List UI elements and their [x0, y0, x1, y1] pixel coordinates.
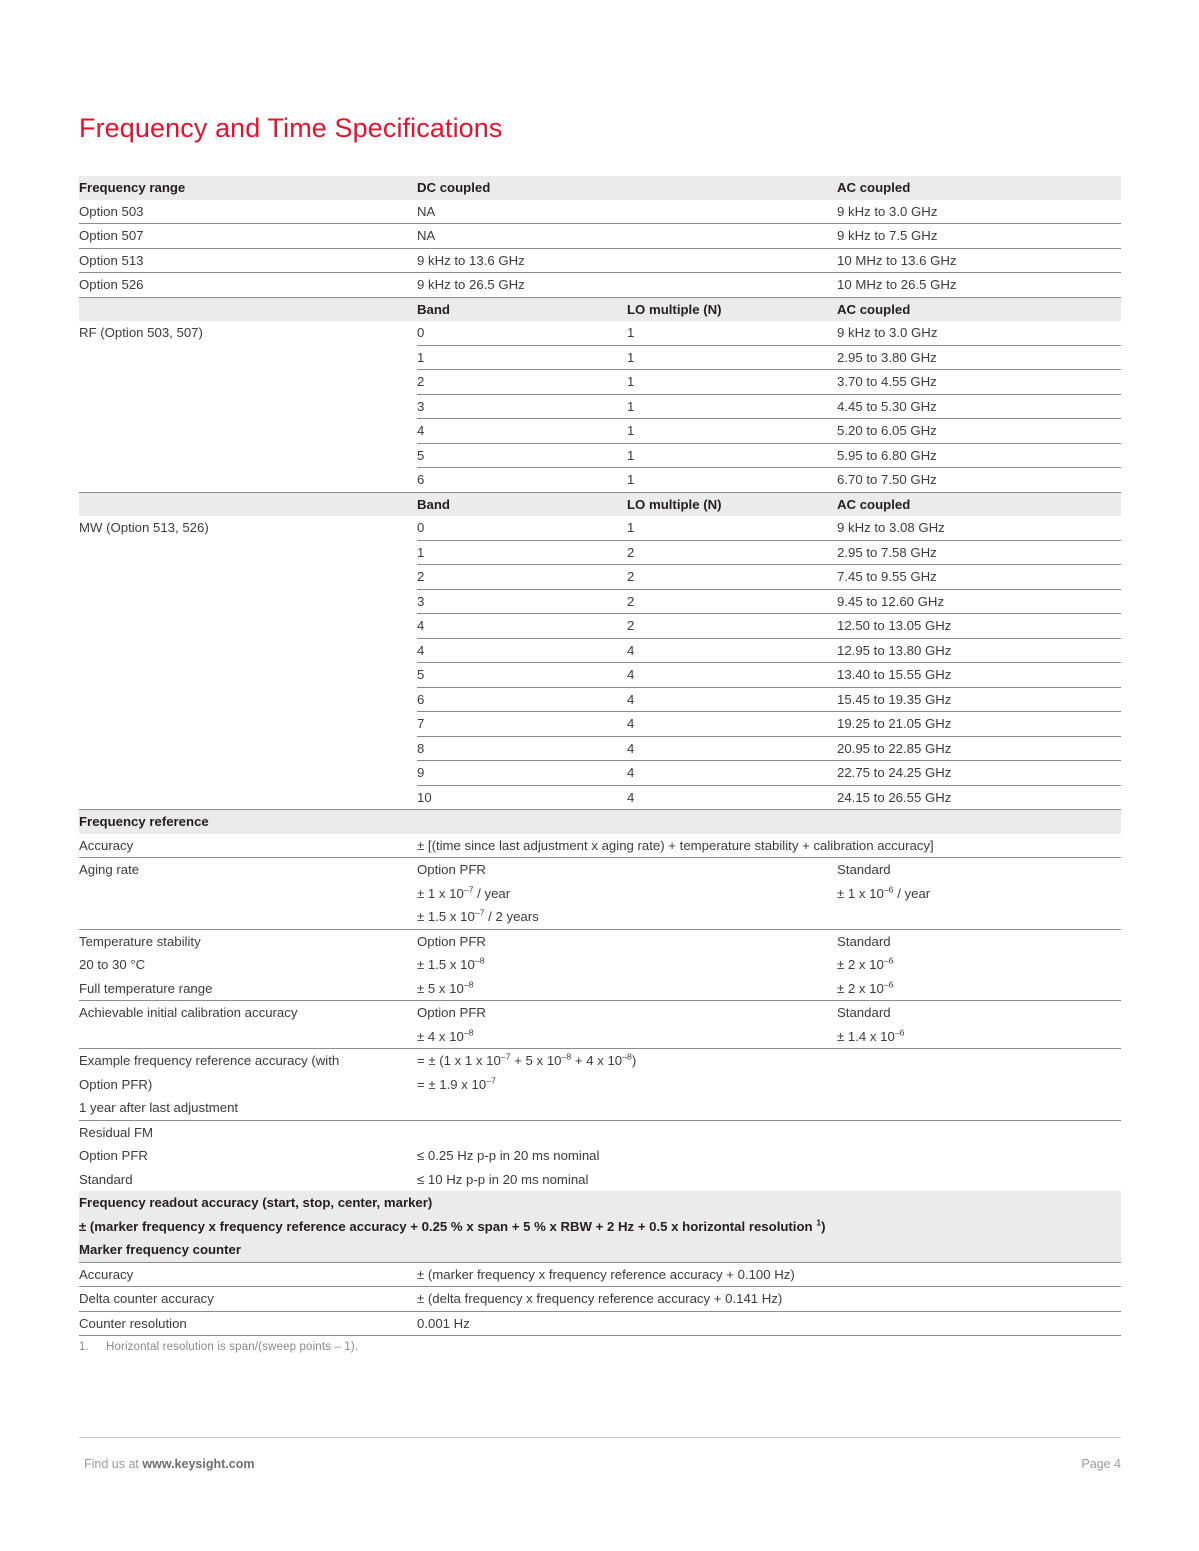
page-title: Frequency and Time Specifications [79, 113, 503, 143]
band-value: 3 [417, 589, 627, 614]
lo-multiple-value: 4 [627, 687, 837, 712]
exponent: –8 [474, 955, 485, 966]
temp-standard-20-30: ± 2 x $10^{-6}$ [837, 955, 894, 972]
row-label: Accuracy [79, 1262, 417, 1287]
ac-coupled-value: 24.15 to 26.55 GHz [837, 785, 1121, 810]
table-row [79, 1311, 1121, 1336]
row-value: 0.001 Hz [417, 1311, 1121, 1336]
section-header-readout-accuracy [79, 1191, 1121, 1215]
row-label: Option 503 [79, 200, 417, 224]
ac-coupled-value: 3.70 to 4.55 GHz [837, 370, 1121, 395]
row-label-empty [79, 1025, 417, 1049]
band-value: 5 [417, 443, 627, 468]
dc-coupled-value: 9 kHz to 26.5 GHz [417, 273, 837, 298]
exponent: –8 [561, 1051, 572, 1062]
footnote-text: Horizontal resolution is span/(sweep points – 1). [106, 1341, 359, 1353]
readout-accuracy-formula-row [79, 1215, 1121, 1239]
table-row-accuracy [79, 834, 1121, 858]
row-label: Delta counter accuracy [79, 1287, 417, 1312]
row-label: Aging rate [79, 862, 140, 877]
table-header-band-mw [79, 492, 1121, 516]
lo-multiple-value: 2 [627, 614, 837, 639]
table-row [79, 516, 1121, 540]
dc-coupled-value: NA [417, 200, 837, 224]
table-row [79, 1262, 1121, 1287]
ac-coupled-value: 2.95 to 3.80 GHz [837, 345, 1121, 370]
temp-pfr-20-30: ± 1.5 x $10^{-8}$ [417, 955, 485, 972]
band-value: 2 [417, 565, 627, 590]
footer-prefix: Find us at [84, 1457, 143, 1471]
table-row-residual-pfr [79, 1144, 1121, 1168]
mw-option-label: MW (Option 513, 526) [79, 516, 417, 810]
temp-pfr-title: Option PFR [417, 933, 486, 949]
example-label-line2: Option PFR) [79, 1076, 153, 1092]
cal-standard-value: ± 1.4 x $10^{-6}$ [837, 1025, 1121, 1049]
lo-multiple-value: 2 [627, 589, 837, 614]
lo-multiple-value: 2 [627, 565, 837, 590]
footer-url[interactable]: www.keysight.com [142, 1457, 255, 1471]
row-label: Temperature stability [79, 933, 201, 949]
lo-multiple-value: 2 [627, 540, 837, 565]
row-value: ± (delta frequency x frequency reference accuracy + 0.141 Hz) [417, 1287, 1121, 1312]
col-header-band: Band [417, 492, 627, 516]
lo-multiple-value: 1 [627, 321, 837, 345]
lo-multiple-value: 4 [627, 712, 837, 737]
band-value: 6 [417, 468, 627, 493]
example-label-line1: Example frequency reference accuracy (with [79, 1053, 340, 1068]
table-row [79, 224, 1121, 249]
band-value: 2 [417, 370, 627, 395]
lo-multiple-value: 4 [627, 785, 837, 810]
table-row-aging-rate [79, 858, 1121, 882]
empty-cell [417, 1096, 1121, 1120]
exponent: –6 [883, 955, 894, 966]
lo-multiple-value: 1 [627, 394, 837, 419]
ac-coupled-value: 9 kHz to 7.5 GHz [837, 224, 1121, 249]
section-title: Frequency readout accuracy (start, stop, center, marker) [79, 1191, 1121, 1215]
col-header-dc-coupled: DC coupled [417, 176, 837, 200]
ac-coupled-value: 12.50 to 13.05 GHz [837, 614, 1121, 639]
residual-standard-value: ≤ 10 Hz p-p in 20 ms nominal [417, 1171, 589, 1187]
band-value: 4 [417, 638, 627, 663]
row-label-full-range: Full temperature range [79, 977, 417, 1001]
ac-coupled-value: 20.95 to 22.85 GHz [837, 736, 1121, 761]
lo-multiple-value: 4 [627, 761, 837, 786]
table-row-example-line3 [79, 1096, 1121, 1120]
ac-coupled-value: 19.25 to 21.05 GHz [837, 712, 1121, 737]
temp-standard-title: Standard [837, 933, 891, 949]
band-value: 3 [417, 394, 627, 419]
table-row [79, 321, 1121, 345]
col-header-band: Band [417, 297, 627, 321]
exponent: –7 [500, 1051, 511, 1062]
exponent: –7 [463, 884, 474, 895]
table-row-aging-rate-year [79, 882, 1121, 906]
cal-standard-title: Standard [837, 1005, 891, 1020]
aging-rate-pfr-title: Option PFR [417, 862, 486, 877]
lo-multiple-value: 4 [627, 638, 837, 663]
section-title: Frequency reference [79, 810, 1121, 834]
band-value: 7 [417, 712, 627, 737]
band-value: 8 [417, 736, 627, 761]
row-label: Achievable initial calibration accuracy [79, 1005, 298, 1020]
exponent: –8 [622, 1051, 632, 1062]
band-value: 0 [417, 516, 627, 540]
table-row-residual-fm [79, 1120, 1121, 1144]
table-row-aging-rate-2years [79, 905, 1121, 929]
table-row-temp-20-30 [79, 953, 1121, 977]
exponent: –6 [894, 1027, 905, 1038]
table-row-example-line1 [79, 1049, 1121, 1073]
accuracy-value: ± [(time since last adjustment x aging rate) + temperature stability + calibration accuracy] [417, 834, 1121, 858]
frequency-time-specifications-table [79, 176, 1121, 1336]
ac-coupled-value: 5.95 to 6.80 GHz [837, 443, 1121, 468]
col-header-ac-coupled: AC coupled [837, 492, 1121, 516]
ac-coupled-value: 15.45 to 19.35 GHz [837, 687, 1121, 712]
ac-coupled-value: 7.45 to 9.55 GHz [837, 565, 1121, 590]
band-value: 9 [417, 761, 627, 786]
row-label: Option 507 [79, 224, 417, 249]
col-header-frequency-range: Frequency range [79, 176, 417, 200]
exponent: –8 [463, 1027, 474, 1038]
row-value: ± (marker frequency x frequency reference accuracy + 0.100 Hz) [417, 1262, 1121, 1287]
ac-coupled-value: 9 kHz to 3.08 GHz [837, 516, 1121, 540]
band-value: 5 [417, 663, 627, 688]
ac-coupled-value: 9.45 to 12.60 GHz [837, 589, 1121, 614]
lo-multiple-value: 1 [627, 370, 837, 395]
lo-multiple-value: 1 [627, 419, 837, 444]
table-row-calibration-accuracy [79, 1001, 1121, 1025]
temp-pfr-full: ± 5 x $10^{-8}$ [417, 977, 837, 1001]
ac-coupled-value: 10 MHz to 26.5 GHz [837, 273, 1121, 298]
col-header-empty [79, 297, 417, 321]
aging-rate-pfr-year: ± 1 x $10^{-7}$ / year [417, 884, 511, 901]
band-value: 4 [417, 419, 627, 444]
ac-coupled-value: 9 kHz to 3.0 GHz [837, 321, 1121, 345]
section-header-marker-frequency-counter [79, 1238, 1121, 1262]
readout-formula: ± (marker frequency x frequency reference accuracy + 0.25 % x span + 5 % x RBW + 2 Hz + 0.5 x horizontal resolution $^1$) [79, 1215, 1121, 1239]
band-value: 0 [417, 321, 627, 345]
col-header-lo-multiple: LO multiple (N) [627, 492, 837, 516]
section-header-frequency-reference [79, 810, 1121, 834]
table-row-temperature-stability [79, 929, 1121, 953]
example-label-line3: 1 year after last adjustment [79, 1096, 417, 1120]
band-value: 6 [417, 687, 627, 712]
aging-rate-standard-year: ± 1 x $10^{-6}$ / year [837, 884, 931, 901]
empty-cell [417, 1120, 1121, 1144]
ac-coupled-value: 2.95 to 7.58 GHz [837, 540, 1121, 565]
dc-coupled-value: 9 kHz to 13.6 GHz [417, 248, 837, 273]
row-label-20-30c: 20 to 30 °C [79, 957, 146, 972]
row-label: Option 526 [79, 273, 417, 298]
row-label: Counter resolution [79, 1311, 417, 1336]
table-header-band-rf [79, 297, 1121, 321]
cal-pfr-value: ± 4 x $10^{-8}$ [417, 1025, 837, 1049]
ac-coupled-value: 13.40 to 15.55 GHz [837, 663, 1121, 688]
col-header-ac-coupled: AC coupled [837, 176, 1121, 200]
lo-multiple-value: 1 [627, 516, 837, 540]
ac-coupled-value: 4.45 to 5.30 GHz [837, 394, 1121, 419]
temp-standard-full: ± 2 x $10^{-6}$ [837, 977, 1121, 1001]
exponent: –8 [463, 979, 474, 990]
col-header-lo-multiple: LO multiple (N) [627, 297, 837, 321]
ac-coupled-value: 22.75 to 24.25 GHz [837, 761, 1121, 786]
footnote-1 [79, 1341, 358, 1353]
footer-page-number: Page 4 [1081, 1457, 1121, 1471]
lo-multiple-value: 1 [627, 345, 837, 370]
exponent: –6 [883, 979, 894, 990]
band-value: 10 [417, 785, 627, 810]
footer-find-us [84, 1457, 254, 1471]
aging-rate-standard-title: Standard [837, 862, 891, 877]
band-value: 4 [417, 614, 627, 639]
dc-coupled-value: NA [417, 224, 837, 249]
table-row-temp-full-range [79, 977, 1121, 1001]
rf-option-label: RF (Option 503, 507) [79, 321, 417, 492]
table-row-calibration-values [79, 1025, 1121, 1049]
ac-coupled-value: 9 kHz to 3.0 GHz [837, 200, 1121, 224]
row-label-empty [79, 905, 417, 929]
aging-rate-pfr-2years: ± 1.5 x $10^{-7} / 2$ years [417, 905, 837, 929]
row-label-empty [79, 882, 417, 906]
row-label: Option 513 [79, 248, 417, 273]
footnote-number: 1. [79, 1341, 89, 1353]
row-label: Accuracy [79, 834, 417, 858]
col-header-empty [79, 492, 417, 516]
example-formula-line1: = ± (1 x 1 x $10^{-7} + 5$ x $10^{-8} + 4$ x $10^{-8}$) [417, 1051, 637, 1068]
table-row [79, 273, 1121, 298]
footer-divider [79, 1437, 1121, 1438]
table-row-residual-standard [79, 1168, 1121, 1192]
exponent: –6 [883, 884, 894, 895]
row-label-residual-standard: Standard [79, 1171, 133, 1187]
lo-multiple-value: 4 [627, 736, 837, 761]
table-row [79, 1287, 1121, 1312]
table-header-frequency-range [79, 176, 1121, 200]
lo-multiple-value: 1 [627, 443, 837, 468]
col-header-ac-coupled: AC coupled [837, 297, 1121, 321]
section-title: Marker frequency counter [79, 1238, 1121, 1262]
ac-coupled-value: 5.20 to 6.05 GHz [837, 419, 1121, 444]
exponent: –7 [486, 1075, 496, 1086]
row-label-residual-pfr: Option PFR [79, 1148, 148, 1163]
lo-multiple-value: 1 [627, 468, 837, 493]
ac-coupled-value: 10 MHz to 13.6 GHz [837, 248, 1121, 273]
ac-coupled-value: 6.70 to 7.50 GHz [837, 468, 1121, 493]
band-value: 1 [417, 345, 627, 370]
cal-pfr-title: Option PFR [417, 1005, 486, 1020]
table-row-example-line2 [79, 1073, 1121, 1097]
ac-coupled-value: 12.95 to 13.80 GHz [837, 638, 1121, 663]
example-formula-line2: = ± 1.9 x $10^{-7}$ [417, 1075, 496, 1092]
row-label: Residual FM [79, 1124, 154, 1140]
residual-pfr-value: ≤ 0.25 Hz p-p in 20 ms nominal [417, 1148, 600, 1163]
table-row [79, 200, 1121, 224]
band-value: 1 [417, 540, 627, 565]
exponent: –7 [474, 907, 485, 918]
table-row [79, 248, 1121, 273]
empty-cell [837, 905, 1121, 929]
footnote-reference: 1 [816, 1217, 822, 1228]
lo-multiple-value: 4 [627, 663, 837, 688]
